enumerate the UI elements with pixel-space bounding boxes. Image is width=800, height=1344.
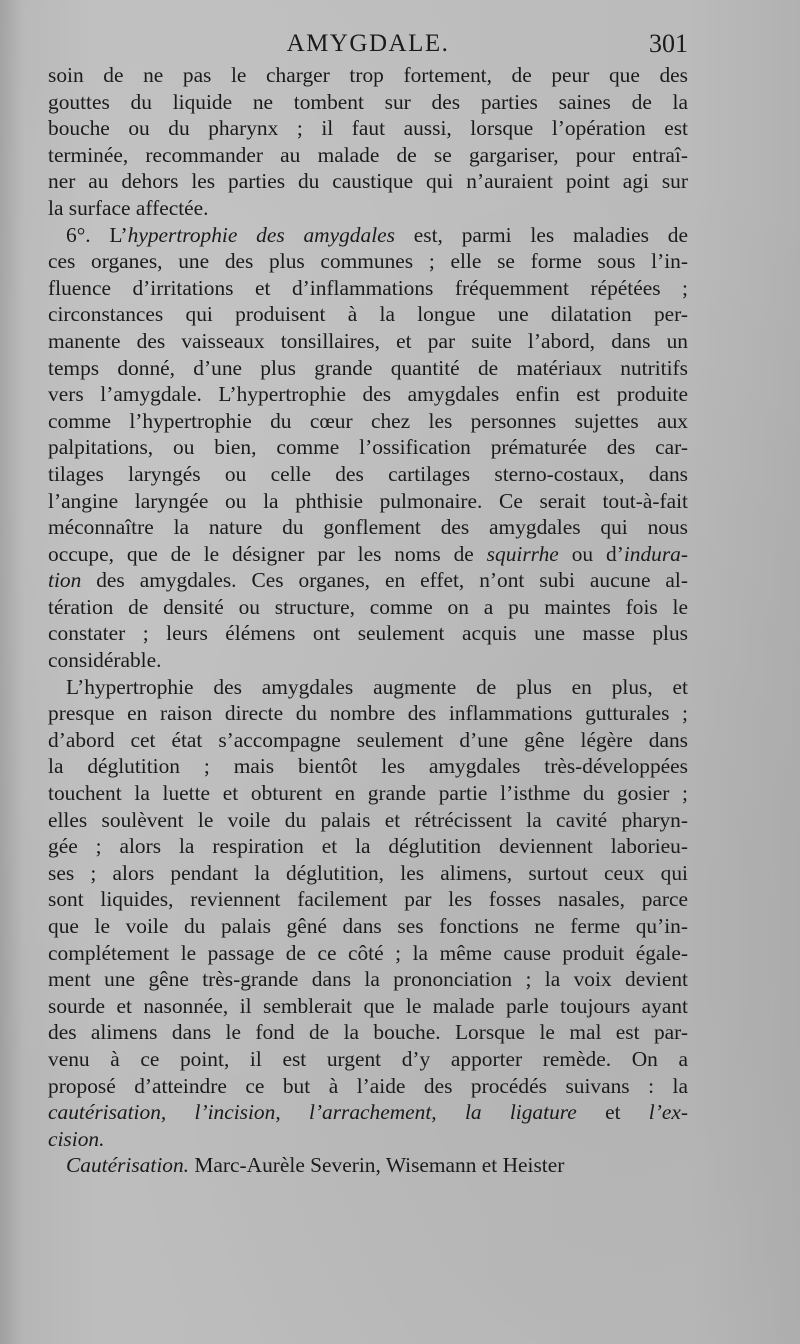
text-line: soin de ne pas le charger trop fortement, de peur que des	[48, 63, 688, 87]
section-text: est, parmi les maladies de	[394, 222, 688, 247]
italic-term: indura-	[623, 541, 689, 566]
text-line: la surface affectée.	[48, 195, 209, 220]
italic-term: squirrhe	[486, 541, 559, 566]
text-line: gée ; alors la respiration et la déglutition deviennent laborieu-	[48, 834, 688, 859]
text-line	[48, 222, 688, 249]
text-line: proposé d’atteindre ce but à l’aide des procédés suivans : la	[48, 1073, 688, 1098]
text-line	[48, 1152, 688, 1179]
text-line: l’angine laryngée ou la phthisie pulmonaire. Ce serait tout-à-fait	[48, 488, 688, 513]
text-line	[48, 567, 688, 594]
text-line: méconnaître la nature du gonflement des amygdales qui nous	[48, 515, 688, 540]
text-line: L’hypertrophie des amygdales augmente de plus en plus, et	[66, 674, 688, 699]
text-line: elles soulèvent le voile du palais et rétrécissent la cavité pharyn-	[48, 807, 688, 832]
text-line	[48, 1126, 688, 1153]
page-header	[48, 26, 688, 62]
text-line: presque en raison directe du nombre des inflammations gutturales ;	[48, 701, 688, 726]
text-line: constater ; leurs élémens ont seulement acquis une masse plus	[48, 621, 688, 646]
text-line: ner au dehors les parties du caustique qui n’auraient point agi sur	[48, 169, 688, 194]
section-number: 6°. L’	[66, 222, 128, 247]
italic-term: cision.	[48, 1126, 105, 1151]
text-line: vers l’amygdale. L’hypertrophie des amygdales enfin est produite	[48, 382, 688, 407]
text-line: manente des vaisseaux tonsillaires, et par suite l’abord, dans un	[48, 328, 688, 353]
section-heading: Cautérisation.	[66, 1153, 190, 1178]
text-line: gouttes du liquide ne tombent sur des parties saines de la	[48, 89, 688, 114]
text-line: sourde et nasonnée, il semblerait que le malade parle toujours ayant	[48, 993, 688, 1018]
text-line: des alimens dans le fond de la bouche. Lorsque le mal est par-	[48, 1020, 688, 1045]
text-segment: des amygdales. Ces organes, en effet, n’ont subi aucune al-	[81, 568, 688, 593]
body-text	[48, 62, 688, 1179]
text-segment: et	[576, 1100, 649, 1125]
text-line: temps donné, d’une plus grande quantité de matériaux nutritifs	[48, 355, 688, 380]
italic-term: cautérisation, l’incision, l’arrachement, la ligature	[48, 1100, 577, 1125]
italic-term: l’ex-	[648, 1100, 688, 1125]
text-line: venu à ce point, il est urgent d’y apporter remède. On a	[48, 1046, 688, 1071]
text-line: sont liquides, reviennent facilement par les fosses nasales, parce	[48, 887, 688, 912]
text-segment: Marc-Aurèle Severin, Wisemann et Heister	[189, 1153, 565, 1178]
text-line: ses ; alors pendant la déglutition, les alimens, surtout ceux qui	[48, 860, 688, 885]
italic-term: tion	[48, 568, 82, 593]
text-segment: occupe, que de le désigner par les noms de	[48, 541, 487, 566]
text-line: comme l’hypertrophie du cœur chez les personnes sujettes aux	[48, 408, 688, 433]
text-line: fluence d’irritations et d’inflammations fréquemment répétées ;	[48, 275, 688, 300]
text-line	[48, 541, 688, 568]
text-line: complétement le passage de ce côté ; la même cause produit égale-	[48, 940, 688, 965]
page-number: 301	[649, 29, 688, 58]
text-line: bouche ou du pharynx ; il faut aussi, lorsque l’opération est	[48, 116, 688, 141]
text-line: considérable.	[48, 648, 162, 673]
text-line: que le voile du palais gêné dans ses fonctions ne ferme qu’in-	[48, 914, 688, 938]
text-line: d’abord cet état s’accompagne seulement d’une gêne légère dans	[48, 727, 688, 752]
text-line: ces organes, une des plus communes ; elle se forme sous l’in-	[48, 249, 688, 274]
text-line: ment une gêne très-grande dans la prononciation ; la voix devient	[48, 967, 688, 992]
text-line: circonstances qui produisent à la longue une dilatation per-	[48, 302, 688, 327]
section-title: hypertrophie des amygdales	[127, 222, 395, 247]
text-line: terminée, recommander au malade de se gargariser, pour entraî-	[48, 142, 688, 167]
text-line: tération de densité ou structure, comme on a pu maintes fois le	[48, 594, 688, 619]
text-line: palpitations, ou bien, comme l’ossification prématurée des car-	[48, 435, 688, 460]
text-line: touchent la luette et obturent en grande partie l’isthme du gosier ;	[48, 781, 688, 806]
text-segment: ou d’	[558, 541, 624, 566]
running-head: AMYGDALE.	[286, 30, 450, 57]
text-line: la déglutition ; mais bientôt les amygdales très-développées	[48, 754, 688, 779]
text-line	[48, 1099, 688, 1126]
text-line: tilages laryngés ou celle des cartilages sterno-costaux, dans	[48, 461, 688, 486]
